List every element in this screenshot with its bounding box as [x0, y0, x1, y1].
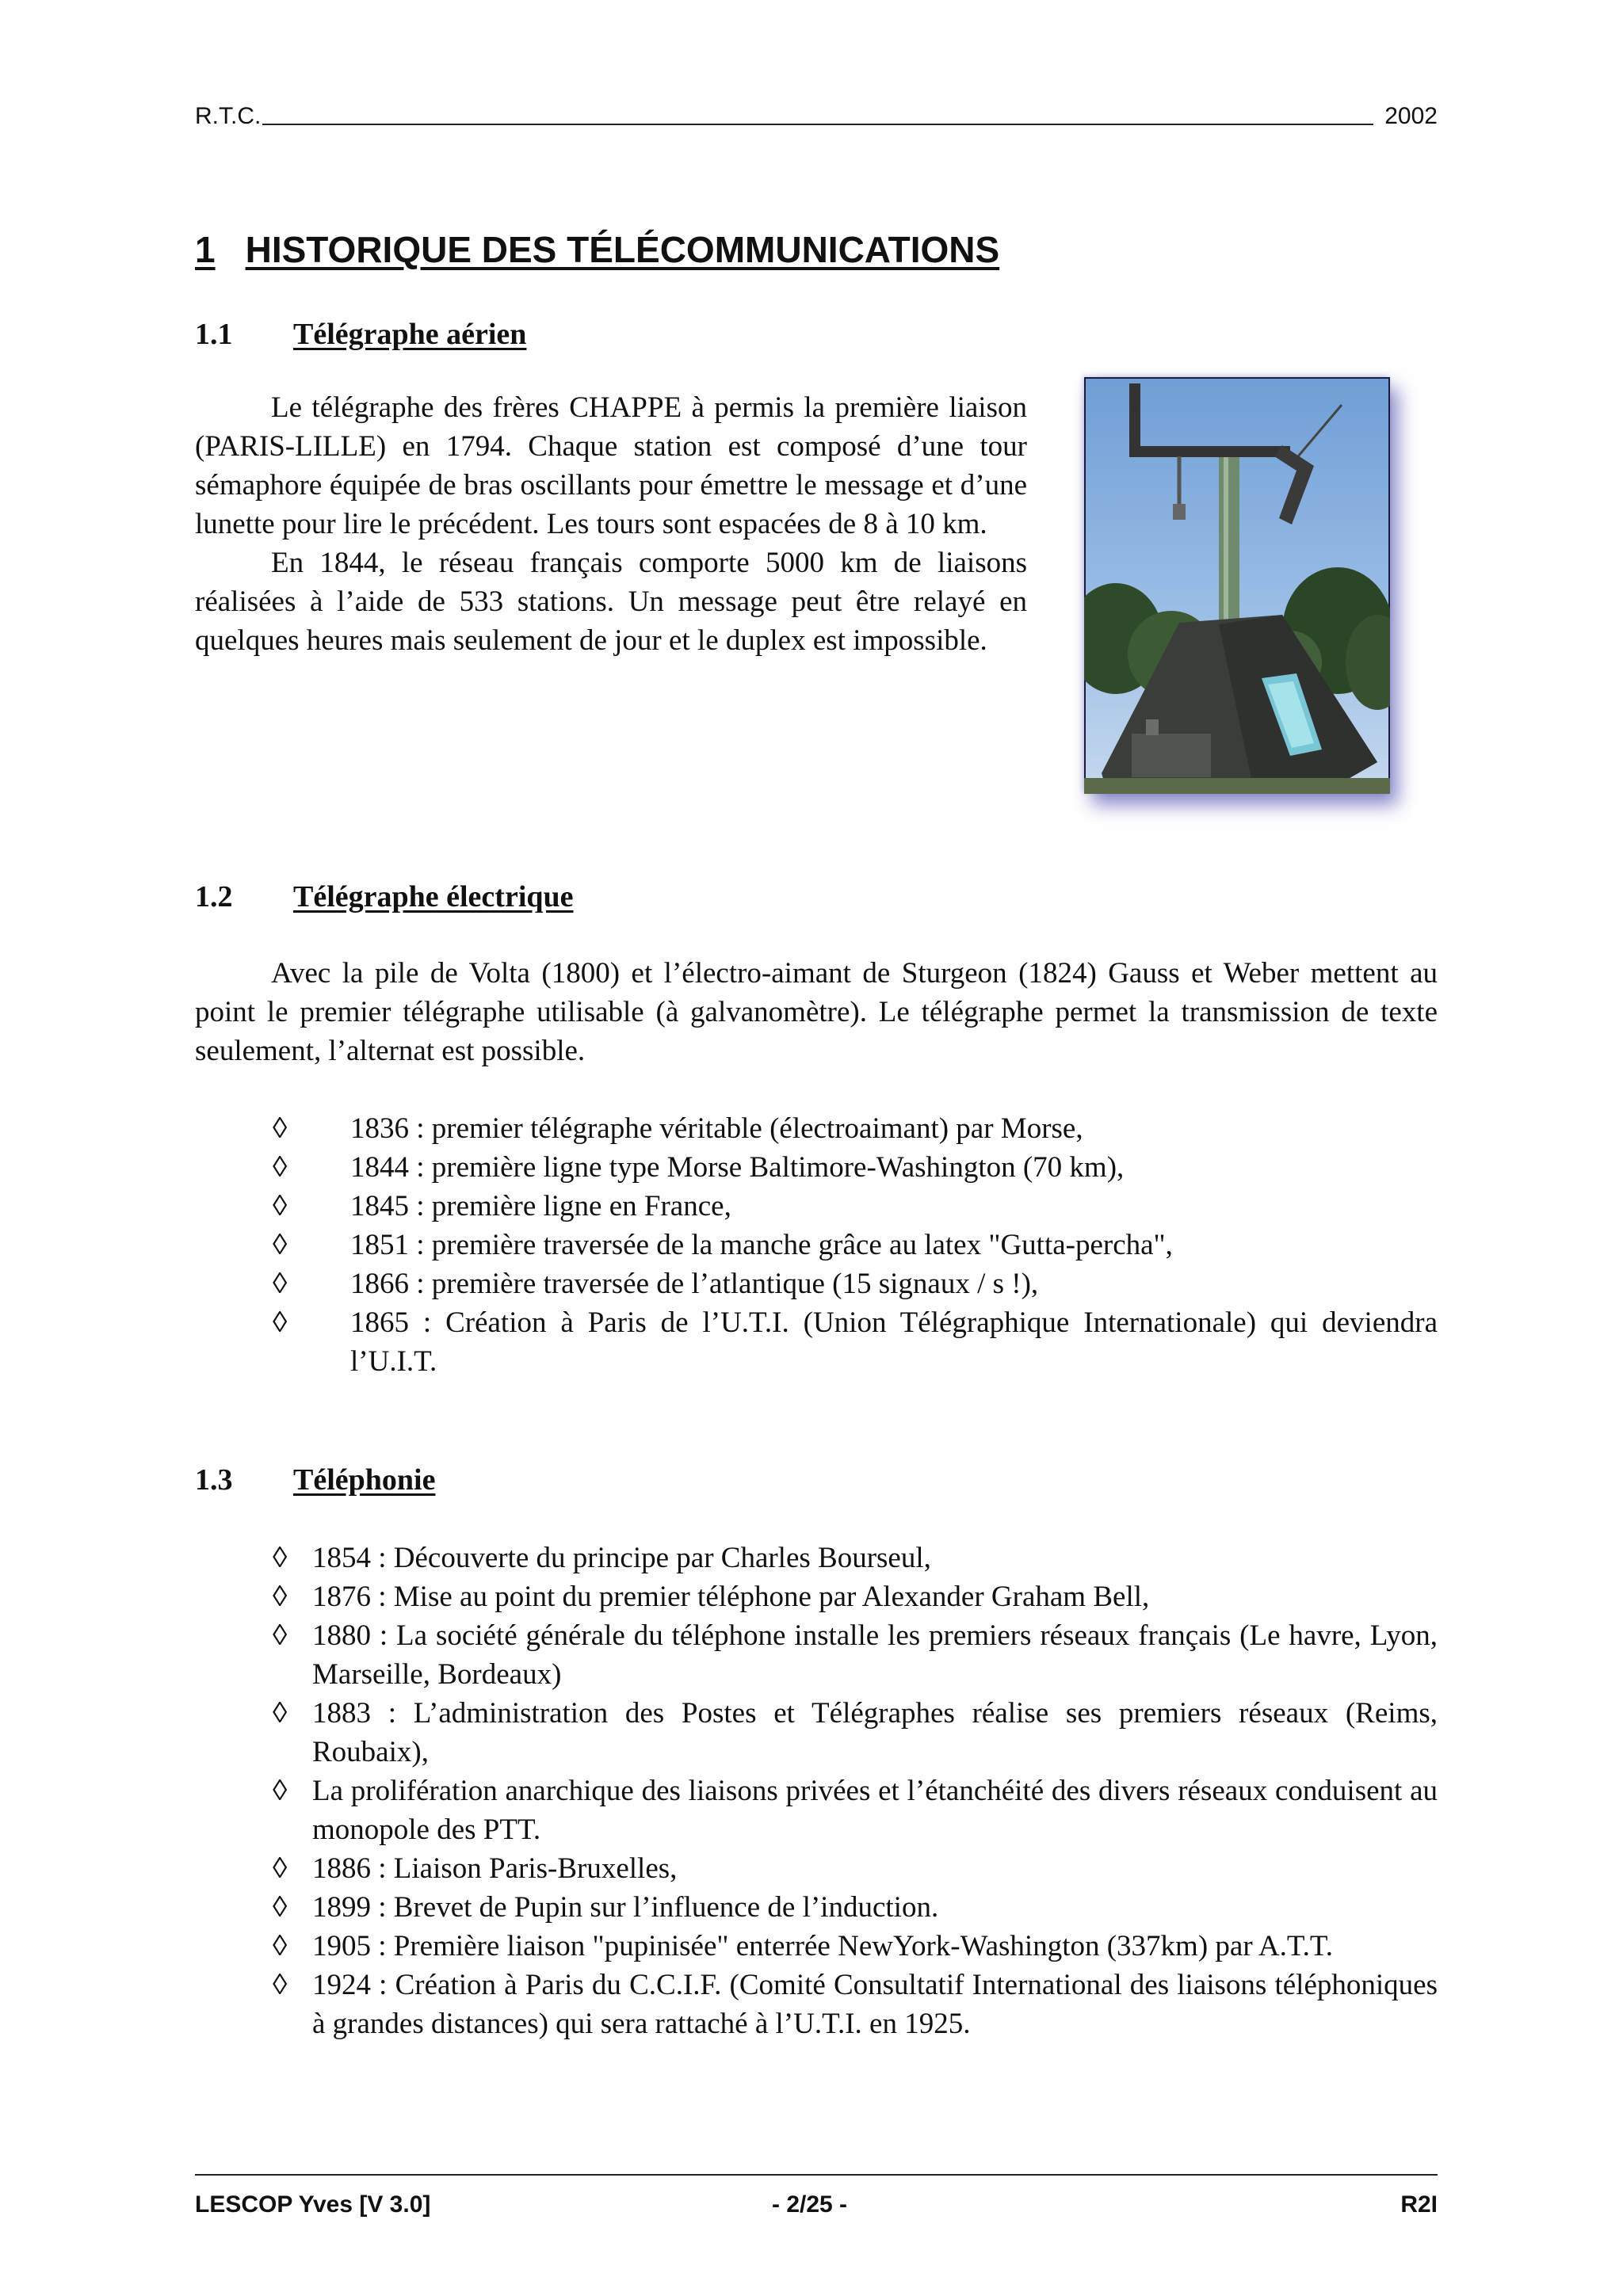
list-item-text: 1866 : première traversée de l’atlantique (15 signaux / s !), — [350, 1268, 1039, 1300]
diamond-bullet-icon: ◊ — [273, 1697, 288, 1730]
section-title: Téléphonie — [293, 1463, 436, 1497]
page-header — [195, 98, 1438, 130]
diamond-bullet-icon: ◊ — [273, 1268, 288, 1300]
diamond-bullet-icon: ◊ — [273, 1581, 288, 1613]
list-item — [273, 1226, 1438, 1264]
section-1-1-body — [195, 388, 1027, 660]
telephony-timeline-list — [273, 1539, 1438, 2043]
section-heading-1-1 — [195, 317, 526, 352]
list-item — [273, 1264, 1438, 1303]
diamond-bullet-icon: ◊ — [273, 1306, 288, 1339]
list-item-text: 1854 : Découverte du principe par Charles Bourseul, — [312, 1542, 931, 1574]
footer-author: LESCOP Yves [V 3.0] — [195, 2191, 431, 2218]
section-1-2-body — [195, 954, 1438, 1070]
list-item-text: 1865 : Création à Paris de l’U.T.I. (Union Télégraphique Internationale) qui deviendra l’U.I.T. — [350, 1306, 1438, 1378]
section-heading-1-2 — [195, 879, 574, 914]
diamond-bullet-icon: ◊ — [273, 1891, 288, 1924]
section-number: 1.2 — [195, 880, 233, 913]
section-title: Télégraphe aérien — [293, 318, 527, 351]
list-item — [273, 1303, 1438, 1381]
diamond-bullet-icon: ◊ — [273, 1969, 288, 2001]
section-title: Télégraphe électrique — [293, 880, 574, 913]
list-item — [273, 1772, 1438, 1849]
section-number: 1.1 — [195, 318, 233, 351]
diamond-bullet-icon: ◊ — [273, 1619, 288, 1652]
list-item — [273, 1187, 1438, 1226]
list-item-text: 1845 : première ligne en France, — [350, 1190, 731, 1222]
header-left: R.T.C. — [195, 103, 262, 129]
diamond-bullet-icon: ◊ — [273, 1930, 288, 1962]
list-item — [273, 1888, 1438, 1927]
list-item — [273, 1539, 1438, 1577]
list-item-text: 1924 : Création à Paris du C.C.I.F. (Comité Consultatif International des liaisons téléphoniques à grandes distances) qui sera rattaché à l’U.T.I. en 1925. — [312, 1969, 1438, 2040]
list-item-text: 1886 : Liaison Paris-Bruxelles, — [312, 1852, 678, 1885]
section-number: 1.3 — [195, 1463, 233, 1497]
chapter-title-text: HISTORIQUE DES TÉLÉCOMMUNICATIONS — [245, 229, 1000, 270]
paragraph: Avec la pile de Volta (1800) et l’électro-aimant de Sturgeon (1824) Gauss et Weber mettent au point le premier télégraphe utilisable (à galvanomètre). Le télégraphe permet la transmission de texte seulement, l’alternat est possible. — [195, 957, 1438, 1067]
list-item — [273, 1109, 1438, 1148]
list-item-text: 1836 : premier télégraphe véritable (électroaimant) par Morse, — [350, 1112, 1083, 1145]
chappe-telegraph-photo — [1084, 377, 1390, 794]
header-year: 2002 — [1384, 103, 1438, 129]
list-item-text: 1851 : première traversée de la manche grâce au latex "Gutta-percha", — [350, 1229, 1173, 1261]
list-item-text: 1876 : Mise au point du premier téléphone par Alexander Graham Bell, — [312, 1581, 1150, 1613]
paragraph: Le télégraphe des frères CHAPPE à permis la première liaison (PARIS-LILLE) en 1794. Chaque station est composé d’une tour sémaphore équipée de bras oscillants pour émettre le message et d’une lunette pour lire le précédent. Les tours sont espacées de 8 à 10 km. — [195, 391, 1027, 540]
list-item — [273, 1577, 1438, 1616]
chappe-tower-image — [1084, 377, 1390, 794]
diamond-bullet-icon: ◊ — [273, 1542, 288, 1574]
list-item-text: 1883 : L’administration des Postes et Télégraphes réalise ses premiers réseaux (Reims, Roubaix), — [312, 1697, 1438, 1768]
page-footer — [195, 2174, 1438, 2218]
list-item — [273, 1927, 1438, 1966]
list-item — [273, 1849, 1438, 1888]
chapter-number: 1 — [195, 229, 216, 270]
diamond-bullet-icon: ◊ — [273, 1112, 288, 1145]
list-item — [273, 1148, 1438, 1187]
list-item-text: 1880 : La société générale du téléphone installe les premiers réseaux français (Le havre, Lyon, Marseille, Bordeaux) — [312, 1619, 1438, 1691]
diamond-bullet-icon: ◊ — [273, 1190, 288, 1222]
list-item — [273, 1966, 1438, 2043]
list-item — [273, 1694, 1438, 1772]
chapter-title — [195, 228, 999, 271]
telegraph-timeline-list — [273, 1109, 1438, 1381]
footer-page-number: - 2/25 - — [772, 2191, 848, 2218]
section-heading-1-3 — [195, 1463, 435, 1497]
diamond-bullet-icon: ◊ — [273, 1151, 288, 1184]
diamond-bullet-icon: ◊ — [273, 1229, 288, 1261]
list-item-text: 1905 : Première liaison "pupinisée" enterrée NewYork-Washington (337km) par A.T.T. — [312, 1930, 1334, 1962]
list-item-text: 1844 : première ligne type Morse Baltimore-Washington (70 km), — [350, 1151, 1125, 1184]
list-item-text: La prolifération anarchique des liaisons privées et l’étanchéité des divers réseaux conduisent au monopole des PTT. — [312, 1775, 1438, 1846]
paragraph: En 1844, le réseau français comporte 5000 km de liaisons réalisées à l’aide de 533 stations. Un message peut être relayé en quelques heures mais seulement de jour et le duplex est impossible. — [195, 547, 1027, 657]
header-rule — [262, 124, 1373, 125]
footer-course-code: R2I — [1400, 2191, 1438, 2218]
list-item — [273, 1616, 1438, 1694]
list-item-text: 1899 : Brevet de Pupin sur l’influence de l’induction. — [312, 1891, 939, 1924]
diamond-bullet-icon: ◊ — [273, 1852, 288, 1885]
diamond-bullet-icon: ◊ — [273, 1775, 288, 1807]
